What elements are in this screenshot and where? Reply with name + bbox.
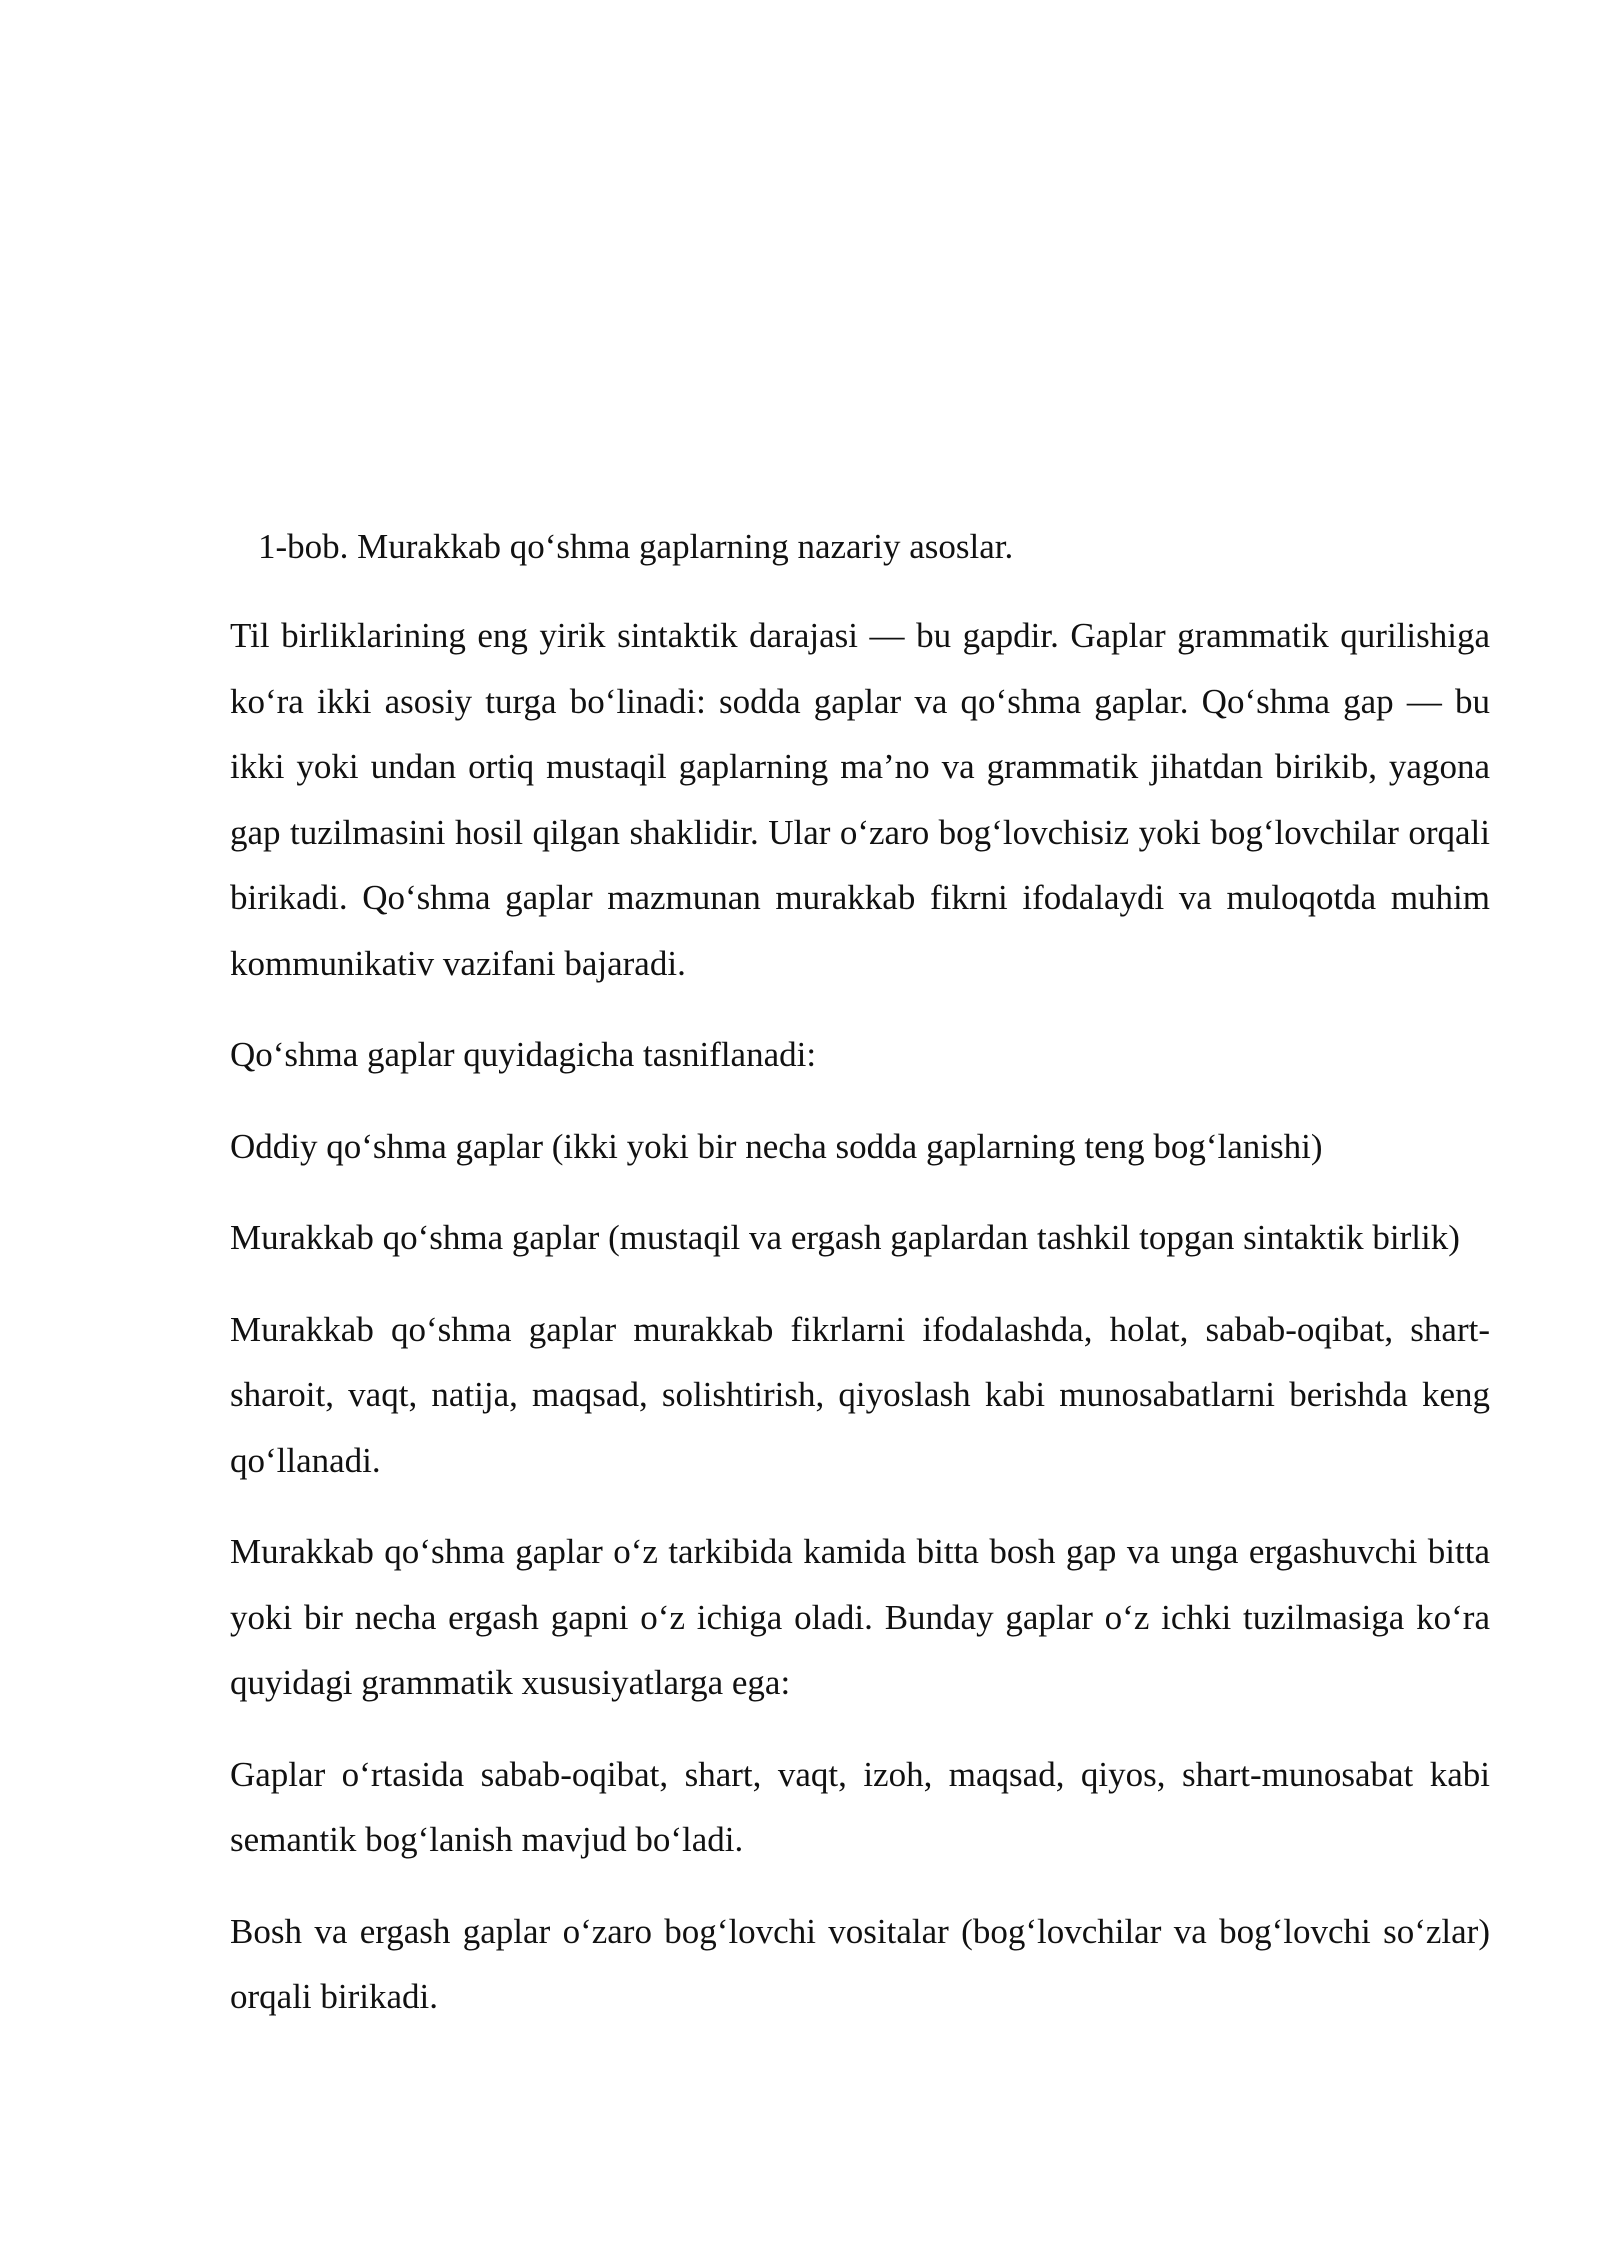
chapter-heading: 1-bob. Murakkab qo‘shma gaplarning nazariy asoslar. — [258, 527, 1014, 566]
paragraph-simple-compound: Oddiy qo‘shma gaplar (ikki yoki bir necha sodda gaplarning teng bog‘lanishi) — [230, 1126, 1323, 1166]
paragraph-intro: Til birliklarining eng yirik sintaktik darajasi — bu gapdir. Gaplar grammatik qurilishiga ko‘ra ikki asosiy turga bo‘linadi: sodda gaplar va qo‘shma gaplar. Qo‘shma gap — bu ikki yoki undan ortiq mustaqil gaplarning ma’no va grammatik jihatdan birikib, yagona gap tuzilmasini hosil qilgan shaklidir. Ular o‘zaro bog‘lovchisiz yoki bog‘lovchilar orqali birikadi. Qo‘shma gaplar mazmunan murakkab fikrni ifodalaydi va muloqotda muhim kommunikativ vazifani bajaradi. — [230, 616, 1490, 983]
document-body — [230, 514, 1490, 2056]
paragraph-classification: Qo‘shma gaplar quyidagicha tasniflanadi: — [230, 1035, 817, 1074]
paragraph-semantic-link: Gaplar o‘rtasida sabab-oqibat, shart, vaqt, izoh, maqsad, qiyos, shart-munosabat kabi semantik bog‘lanish mavjud bo‘ladi. — [230, 1754, 1490, 1859]
paragraph-usage: Murakkab qo‘shma gaplar murakkab fikrlarni ifodalashda, holat, sabab-oqibat, shart-sharoit, vaqt, natija, maqsad, solishtirish, qiyoslash kabi munosabatlarni berishda keng qo‘llanadi. — [230, 1309, 1490, 1480]
paragraph-structure: Murakkab qo‘shma gaplar o‘z tarkibida kamida bitta bosh gap va unga ergashuvchi bitta yoki bir necha ergash gapni o‘z ichiga oladi. Bunday gaplar o‘z ichki tuzilmasiga ko‘ra quyidagi grammatik xususiyatlarga ega: — [230, 1532, 1490, 1702]
paragraph-complex-compound: Murakkab qo‘shma gaplar (mustaqil va ergash gaplardan tashkil topgan sintaktik birlik) — [230, 1218, 1460, 1257]
paragraph-connectors: Bosh va ergash gaplar o‘zaro bog‘lovchi vositalar (bog‘lovchilar va bog‘lovchi so‘zlar) orqali birikadi. — [230, 1911, 1490, 2016]
